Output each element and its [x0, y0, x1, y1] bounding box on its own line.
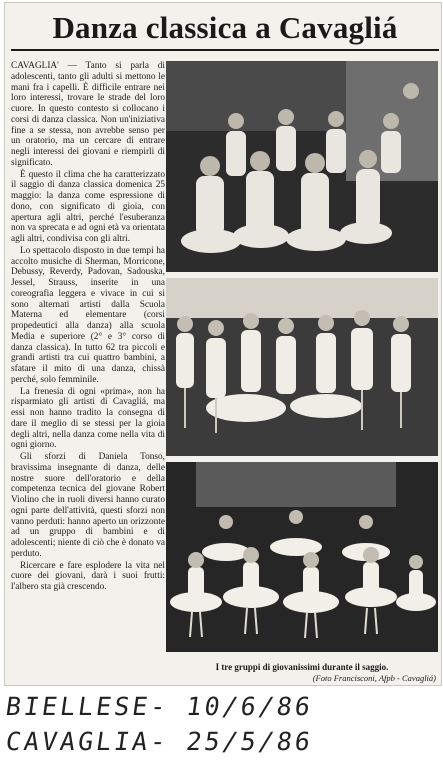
- article-paragraph: La frenesia di ogni «prima», non ha risparmiato gli artisti di Cavagliá, ma essi non hanno tradito la consegna di dare il meglio di se stessi per la gioia degli altri, nella danza come nella vita di ogni giorno.: [11, 386, 165, 451]
- article-paragraph: Ricercare e fare esplodere la vita nel cuore dei giovani, darà i suoi frutti: l'albero sta già crescendo.: [11, 560, 165, 592]
- article-paragraph: CAVAGLIA' — Tanto si parla di adolescenti, tanto gli adulti si mettono le mani fra i capelli. È difficile entrare nei loro interessi, trovare le strade del loro cuore. In questo contesto si collocano i corsi di danza classica. Non un'iniziativa fine a se stessa, non avrebbe senso per un oratorio, ma un cercare di entrare negli interessi dei giovani e riempirli di significato.: [11, 61, 165, 168]
- handwritten-date-note: CAVAGLIA- 25/5/86: [3, 727, 315, 756]
- photo-dancers-group-1: [166, 61, 438, 272]
- photo-credit: (Foto Francisconi, Afpb - Cavagliá): [312, 673, 436, 683]
- caption-text: I tre gruppi di giovanissimi durante il saggio.: [215, 662, 389, 672]
- handwritten-source-note: BIELLESE- 10/6/86: [3, 692, 315, 721]
- photo-caption: [166, 662, 438, 684]
- article-paragraph: È questo il clima che ha caratterizzato il saggio di danza classica domenica 25 maggio: la danza come espressione di dono, con significato di gioia, con apertura agli altri, perché l'esuberanza non va sprecata e ad ogni età va orientata agli altri, condivisa con gli altri.: [11, 169, 165, 244]
- photo-dancers-group-2: [166, 278, 438, 456]
- article-paragraph: Gli sforzi di Daniela Tonso, bravissima insegnante di danza, delle nostre suore dell'oratorio e della competenza tecnica del giovane Robert Violino che in ruoli diversi hanno curato ogni parte dell'attività, questi sforzi non vanno perduti: hanno aperto un orizzonte ad un gruppo di bambini e di adolescenti; niente di ciò che è donato va perduto.: [11, 452, 165, 559]
- headline: Danza classica a Cavagliá: [11, 7, 439, 51]
- article-body: [11, 61, 165, 686]
- photo-dancers-group-3: [166, 462, 438, 652]
- article-paragraph: Lo spettacolo disposto in due tempi ha accolto musiche di Sherman, Morricone, Debussy, Reverdy, Padovan, Sadouska, Jessel, Strauss, inserite in una coreografia leggera e vivace in cui si sono alternati artisti dalla Scuola Materna ed elementare (corsi propedeutici alla danza) alla scuola Media e superiore (2° e 3° corso di danza classica). In tutto 62 tra piccoli e grandi artisti tra cui quattro bambini, a sfatare il mito di una danza, chissà perché, solo femminile.: [11, 245, 165, 385]
